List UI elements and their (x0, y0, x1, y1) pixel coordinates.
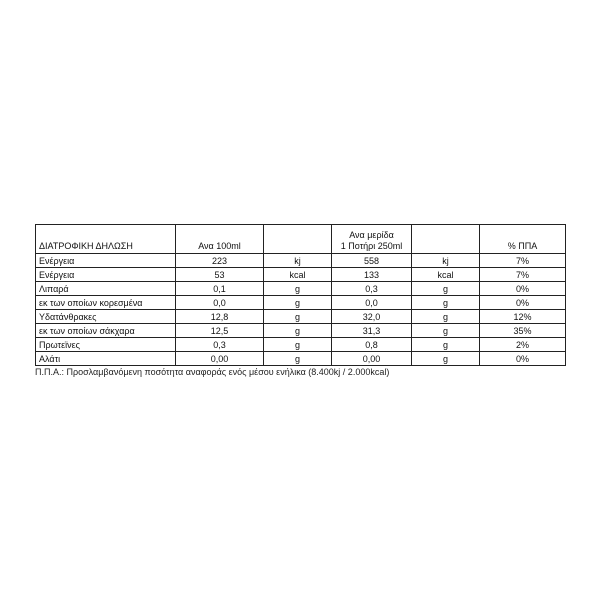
cell-unit-2: g (412, 296, 480, 310)
header-per-serving-line2: 1 Ποτήρι 250ml (340, 241, 403, 251)
cell-label: Λιπαρά (36, 282, 176, 296)
table-body (36, 254, 566, 366)
cell-unit-2: g (412, 324, 480, 338)
cell-unit-2: g (412, 282, 480, 296)
cell-per-serving: 0,8 (332, 338, 412, 352)
cell-label: Πρωτεϊνες (36, 338, 176, 352)
table-row (36, 310, 566, 324)
cell-unit-2: g (412, 310, 480, 324)
cell-unit-1: kcal (264, 268, 332, 282)
cell-per-serving: 31,3 (332, 324, 412, 338)
cell-reference-intake: 0% (480, 352, 566, 366)
header-nutrition-declaration: ΔΙΑΤΡΟΦΙΚΗ ΔΗΛΩΣΗ (36, 225, 176, 254)
cell-reference-intake: 12% (480, 310, 566, 324)
cell-per-serving: 0,3 (332, 282, 412, 296)
footnote: Π.Π.Α.: Προσλαμβανόμενη ποσότητα αναφοράς ενός μέσου ενήλικα (8.400kj / 2.000kcal) (35, 367, 390, 377)
nutrition-table (35, 224, 566, 366)
cell-per-100ml: 0,3 (176, 338, 264, 352)
cell-per-100ml: 53 (176, 268, 264, 282)
cell-per-serving: 133 (332, 268, 412, 282)
table-row (36, 338, 566, 352)
header-unit-1 (264, 225, 332, 254)
header-reference-intake: % ΠΠΑ (480, 225, 566, 254)
cell-unit-1: kj (264, 254, 332, 268)
cell-unit-1: g (264, 338, 332, 352)
table-row (36, 268, 566, 282)
header-per-serving-line1: Ανα μερίδα (349, 230, 394, 240)
table-row (36, 296, 566, 310)
cell-unit-1: g (264, 296, 332, 310)
cell-unit-2: g (412, 352, 480, 366)
header-per-100ml: Ανα 100ml (176, 225, 264, 254)
cell-per-100ml: 0,1 (176, 282, 264, 296)
cell-label: εκ των οποίων σάκχαρα (36, 324, 176, 338)
cell-unit-2: g (412, 338, 480, 352)
cell-unit-2: kj (412, 254, 480, 268)
cell-reference-intake: 7% (480, 268, 566, 282)
cell-reference-intake: 0% (480, 296, 566, 310)
cell-label: Ενέργεια (36, 268, 176, 282)
cell-label: εκ των οποίων κορεσμένα (36, 296, 176, 310)
table-row (36, 324, 566, 338)
cell-unit-1: g (264, 310, 332, 324)
header-per-serving (332, 225, 412, 254)
header-unit-2 (412, 225, 480, 254)
cell-label: Ενέργεια (36, 254, 176, 268)
table-row (36, 254, 566, 268)
table-row (36, 352, 566, 366)
table-header-row (36, 225, 566, 254)
cell-reference-intake: 35% (480, 324, 566, 338)
cell-per-100ml: 223 (176, 254, 264, 268)
cell-per-100ml: 12,5 (176, 324, 264, 338)
cell-per-100ml: 12,8 (176, 310, 264, 324)
cell-label: Αλάτι (36, 352, 176, 366)
cell-unit-1: g (264, 324, 332, 338)
cell-reference-intake: 0% (480, 282, 566, 296)
cell-unit-1: g (264, 352, 332, 366)
cell-per-100ml: 0,0 (176, 296, 264, 310)
cell-unit-2: kcal (412, 268, 480, 282)
table-row (36, 282, 566, 296)
cell-per-serving: 0,0 (332, 296, 412, 310)
cell-per-100ml: 0,00 (176, 352, 264, 366)
cell-per-serving: 0,00 (332, 352, 412, 366)
cell-per-serving: 558 (332, 254, 412, 268)
cell-label: Υδατάνθρακες (36, 310, 176, 324)
cell-per-serving: 32,0 (332, 310, 412, 324)
cell-reference-intake: 2% (480, 338, 566, 352)
cell-reference-intake: 7% (480, 254, 566, 268)
cell-unit-1: g (264, 282, 332, 296)
